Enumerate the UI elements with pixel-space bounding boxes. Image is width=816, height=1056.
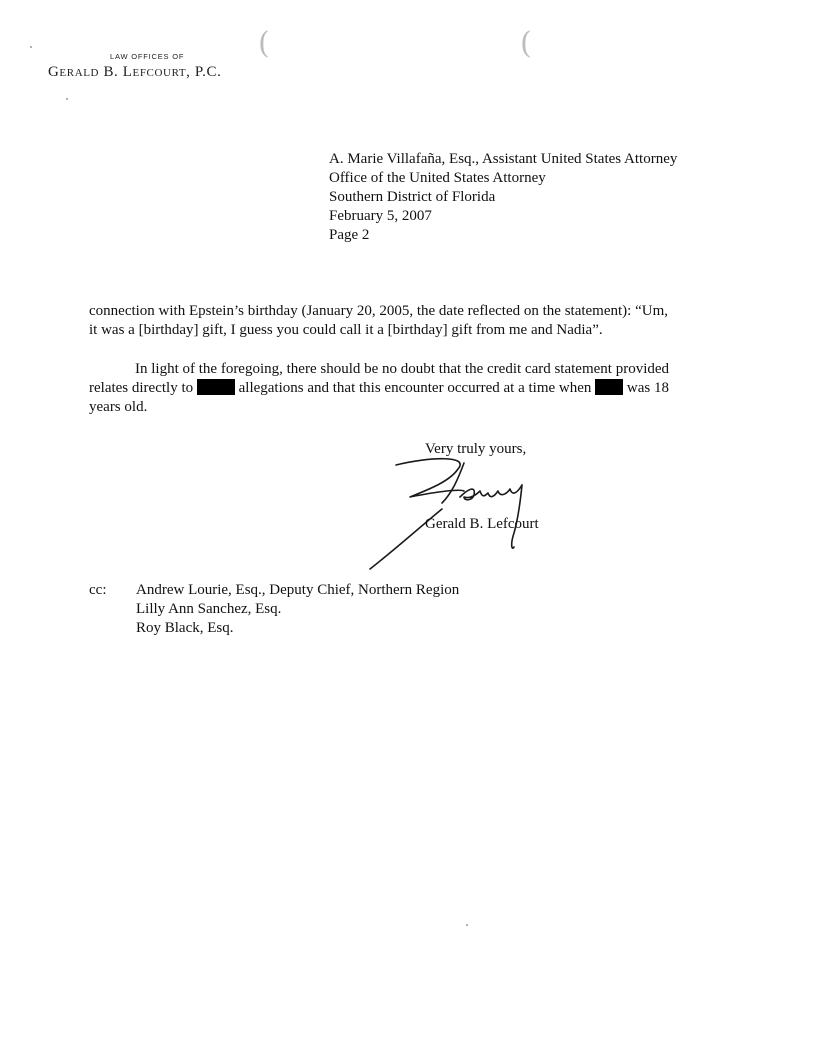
- cc-recipient: Andrew Lourie, Esq., Deputy Chief, Northern Region: [136, 582, 460, 598]
- paragraph-line: In light of the foregoing, there should be no doubt that the credit card statement provided: [135, 361, 670, 377]
- paragraph-text: allegations and that this encounter occurred at a time when: [238, 380, 592, 396]
- paragraph-2: [89, 360, 719, 417]
- scan-speck: [66, 98, 68, 100]
- cc-label: cc:: [89, 582, 107, 598]
- scan-speck: [30, 46, 32, 48]
- paragraph-line: it was a [birthday] gift, I guess you could call it a [birthday] gift from me and Nadia”.: [89, 322, 603, 338]
- redaction-box: [197, 379, 235, 395]
- paragraph-line-redacted: [89, 379, 719, 398]
- paragraph-line: connection with Epstein’s birthday (January 20, 2005, the date reflected on the statement): “Um,: [89, 303, 668, 319]
- closing: Very truly yours,: [425, 441, 527, 457]
- recipient-line: Office of the United States Attorney: [329, 170, 546, 186]
- paragraph-1: [89, 302, 719, 340]
- scan-artifact-mark: (: [258, 26, 270, 61]
- recipient-line: Southern District of Florida: [329, 189, 496, 205]
- recipient-block: [329, 150, 677, 245]
- letterhead-firm-name: Gerald B. Lefcourt, P.C.: [48, 64, 222, 80]
- paragraph-line: years old.: [89, 399, 148, 415]
- paragraph-text: relates directly to: [89, 380, 194, 396]
- cc-list: [136, 581, 459, 638]
- scan-speck: [466, 924, 468, 926]
- cc-recipient: Roy Black, Esq.: [136, 620, 234, 636]
- cc-recipient: Lilly Ann Sanchez, Esq.: [136, 601, 282, 617]
- paragraph-text: was 18: [626, 380, 669, 396]
- recipient-line: A. Marie Villafaña, Esq., Assistant United States Attorney: [329, 151, 678, 167]
- redaction-box: [595, 379, 623, 395]
- scan-artifact-mark: (: [520, 26, 532, 61]
- page-number: Page 2: [329, 227, 370, 243]
- letterhead-caption: LAW OFFICES OF: [110, 52, 185, 61]
- signatory-name: Gerald B. Lefcourt: [425, 516, 539, 532]
- letter-date: February 5, 2007: [329, 208, 432, 224]
